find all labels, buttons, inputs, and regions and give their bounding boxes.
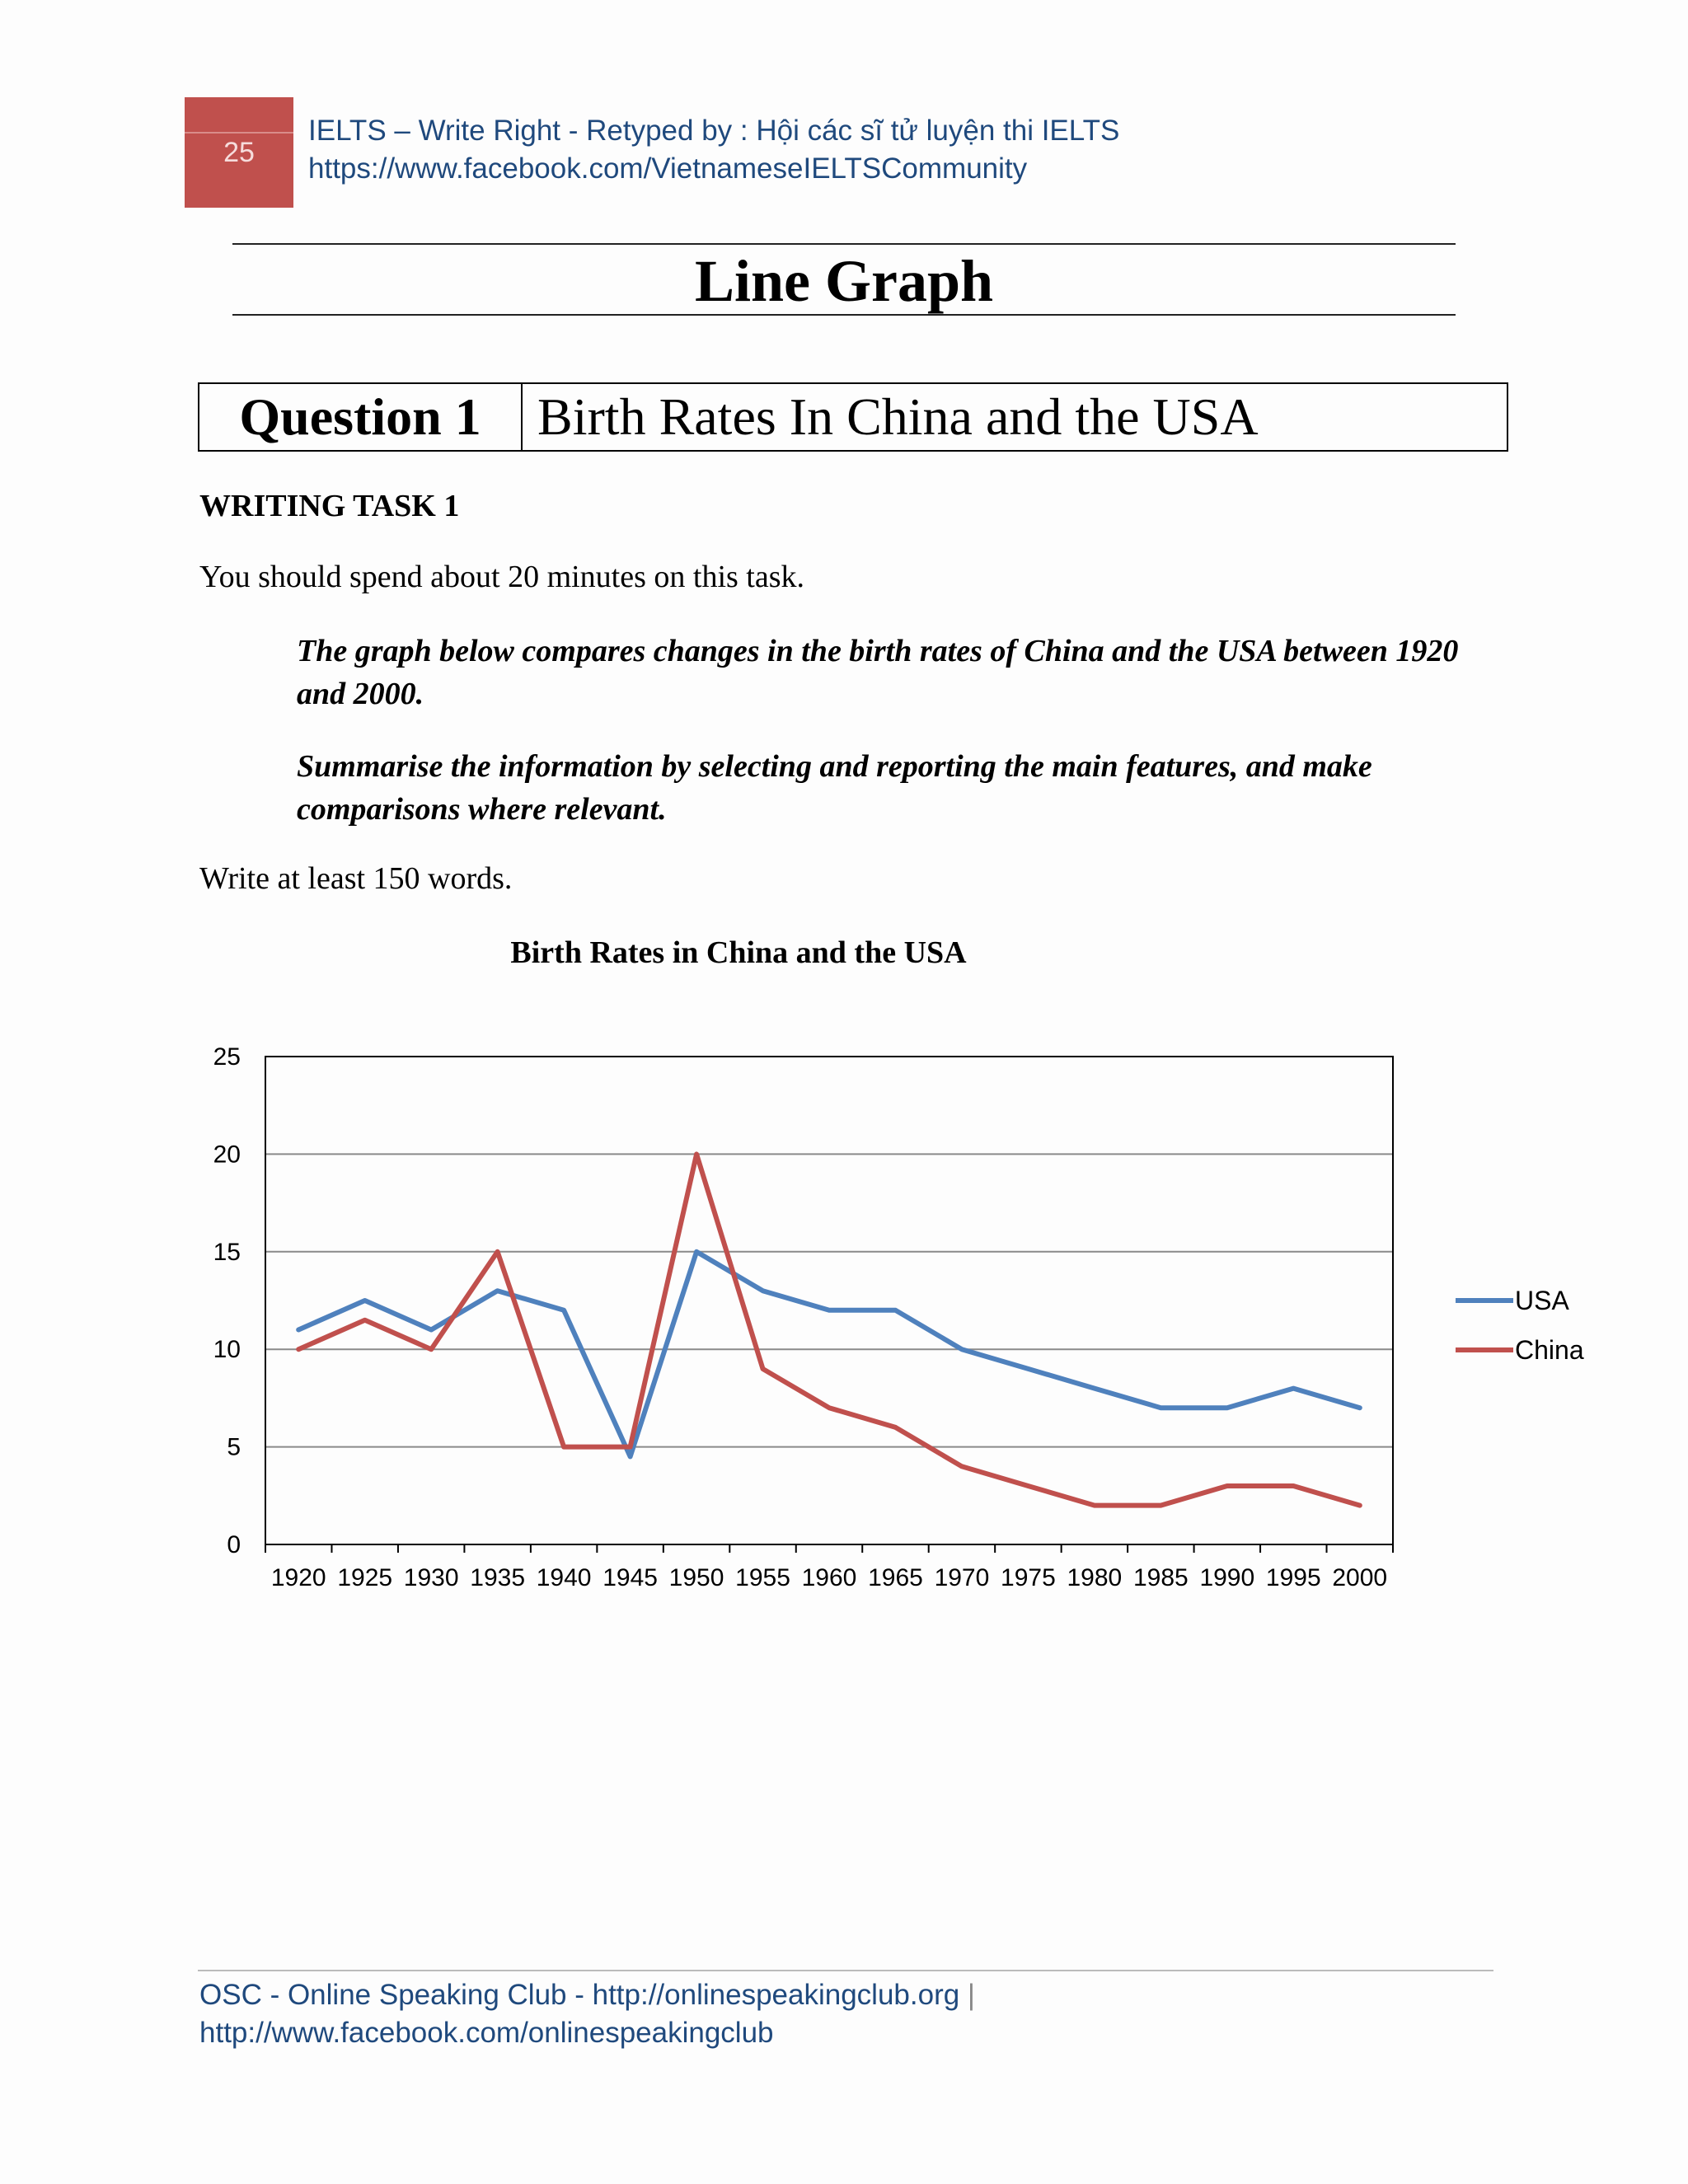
- plot-area-border: [265, 1057, 1393, 1544]
- x-tick-label: 1950: [668, 1564, 724, 1591]
- y-tick-label: 5: [227, 1433, 241, 1461]
- question-title: Birth Rates In China and the USA: [537, 387, 1259, 446]
- x-tick-label: 1970: [934, 1564, 990, 1591]
- x-tick-label: 1965: [868, 1564, 923, 1591]
- header-link[interactable]: https://www.facebook.com/VietnameseIELTSCommunity: [308, 152, 1028, 185]
- footer-link-facebook[interactable]: http://www.facebook.com/onlinespeakingclub: [199, 2017, 774, 2049]
- page-number: 25: [223, 136, 255, 168]
- x-tick-label: 1980: [1067, 1564, 1123, 1591]
- time-instruction: You should spend about 20 minutes on this task.: [199, 560, 805, 594]
- x-tick-label: 1920: [270, 1564, 326, 1591]
- word-count-instruction: Write at least 150 words.: [199, 861, 513, 896]
- task-prompt-summarise: Summarise the information by selecting and reporting the main features, and make comparisons where relevant.: [297, 749, 1372, 827]
- y-tick-label: 20: [213, 1141, 241, 1169]
- x-tick-label: 1975: [1001, 1564, 1056, 1591]
- legend-label-china: China: [1515, 1335, 1584, 1365]
- x-tick-label: 1940: [536, 1564, 592, 1591]
- header-line-1: IELTS – Write Right - Retyped by : Hội các sĩ tử luyện thi IELTS: [308, 115, 1120, 147]
- x-tick-label: 2000: [1332, 1564, 1388, 1591]
- series-line-china: [298, 1154, 1360, 1505]
- x-tick-label: 1930: [403, 1564, 459, 1591]
- footer-link-osc[interactable]: OSC - Online Speaking Club - http://onlinespeakingclub.org: [199, 1979, 960, 2011]
- x-tick-label: 1985: [1132, 1564, 1189, 1591]
- series-line-usa: [298, 1252, 1360, 1457]
- chart-axes: [213, 1043, 1393, 1591]
- x-tick-label: 1990: [1199, 1564, 1255, 1591]
- page-footer: [199, 1976, 975, 2052]
- y-tick-label: 15: [213, 1238, 241, 1266]
- x-tick-label: 1995: [1265, 1564, 1321, 1591]
- document-title: Line Graph: [694, 248, 994, 314]
- task-prompt-graph: The graph below compares changes in the birth rates of China and the USA between 1920 and 2000.: [297, 634, 1459, 711]
- footer-separator: |: [967, 1979, 976, 2011]
- chart-series: [298, 1153, 1362, 1507]
- chart-legend: [1456, 1286, 1584, 1365]
- y-tick-label: 25: [213, 1043, 241, 1071]
- y-tick-label: 0: [227, 1531, 241, 1558]
- question-label: Question 1: [199, 384, 523, 450]
- x-tick-label: 1955: [735, 1564, 790, 1591]
- x-tick-label: 1925: [337, 1564, 393, 1591]
- y-tick-label: 10: [213, 1336, 241, 1364]
- x-tick-label: 1960: [801, 1564, 857, 1591]
- legend-label-usa: USA: [1515, 1286, 1569, 1315]
- x-tick-label: 1935: [470, 1564, 526, 1591]
- chart-title: Birth Rates in China and the USA: [510, 935, 967, 970]
- footer-rule: [198, 1970, 1493, 1971]
- task-heading: WRITING TASK 1: [199, 489, 460, 523]
- chart-gridlines: [265, 1154, 1393, 1446]
- x-tick-label: 1945: [603, 1564, 658, 1591]
